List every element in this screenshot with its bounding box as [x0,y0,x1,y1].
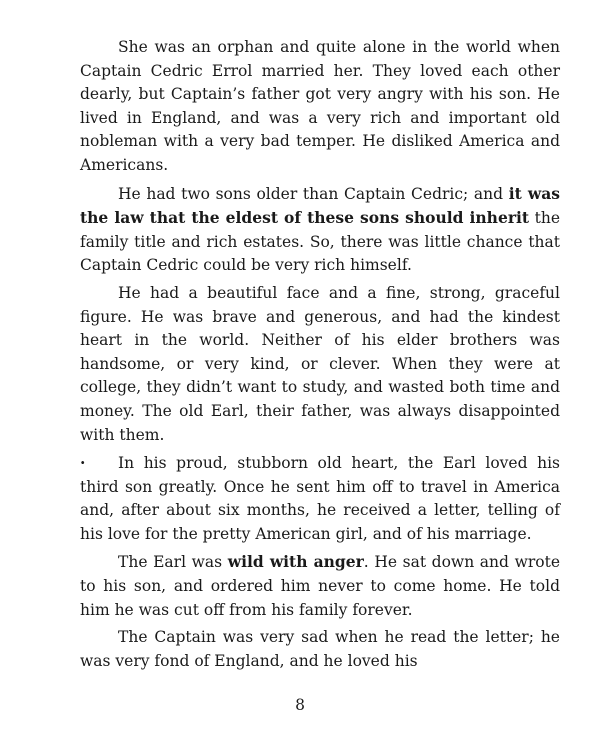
page-body [80,36,560,677]
bullet-dot-icon: · [80,453,86,473]
paragraph-5-text-a: The Earl was [118,553,228,572]
paragraph-6-text: The Captain was very sad when he read the letter; he was very fond of England, and he loved his [80,628,560,670]
paragraph-4 [80,451,560,546]
paragraph-3 [80,282,560,447]
page-number: 8 [295,696,305,714]
paragraph-1 [80,36,560,178]
paragraph-2 [80,182,560,278]
paragraph-6 [80,626,560,673]
paragraph-1-text: She was an orphan and quite alone in the world when Captain Cedric Errol married her. They loved each other dearly, but Captain’s father got very angry with his son. He lived in England, and was a very rich and important old nobleman with a very bad temper. He disliked America and Americans. [80,38,560,174]
paragraph-5-bold-phrase: wild with anger [227,552,364,572]
paragraph-3-text: He had a beautiful face and a fine, strong, graceful figure. He was brave and generous, and had the kindest heart in the world. Neither of his elder brothers was handsome, or very kind, or clever. When they were at college, they didn’t want to study, and wasted both time and money. The old Earl, their father, was always disappointed with them. [80,283,560,444]
paragraph-2-bold-phrase: it was the law that the eldest of these sons should inherit [80,183,560,228]
paragraph-5 [80,550,560,622]
paragraph-4-text: In his proud, stubborn old heart, the Earl loved his third son greatly. Once he sent him off to travel in America and, after about six months, he received a letter, telling of his love for the pretty American girl, and of his marriage. [80,454,560,543]
paragraph-2-text-b: the family title and rich estates. So, there was little chance that Captain Cedric could be very rich himself. [80,209,560,275]
paragraph-2-text-a: He had two sons older than Captain Cedric; and [118,184,509,203]
paragraph-5-text-b: . He sat down and wrote to his son, and ordered him never to come home. He told him he was cut off from his family forever. [80,553,560,619]
